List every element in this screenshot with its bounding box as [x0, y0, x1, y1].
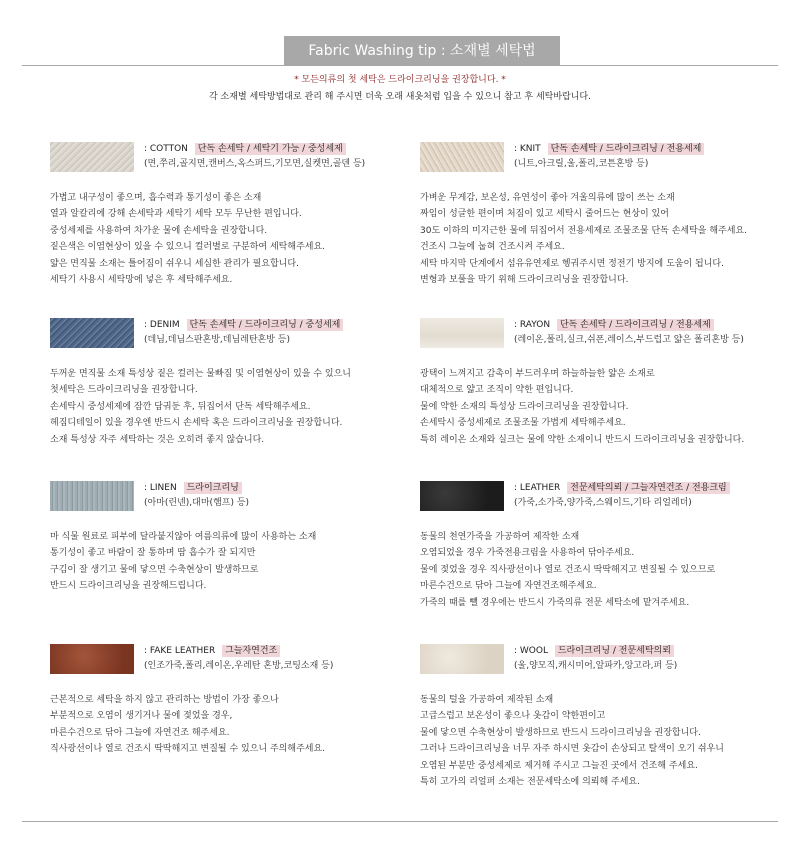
- desc-line: 고급스럽고 보온성이 좋으나 옷감이 약한편이고: [420, 711, 606, 722]
- desc-line: 건조시 그늘에 눕혀 건조시켜 주세요.: [420, 242, 565, 253]
- desc-line: 근본적으로 세탁을 하지 않고 관리하는 방법이 가장 좋으나: [50, 695, 279, 705]
- fabric-name: : DENIM: [144, 320, 180, 330]
- desc-line: 그러나 드라이크리닝을 너무 자주 하시면 옷감이 손상되고 탈색이 오기 쉬우니: [420, 744, 724, 755]
- fabric-materials: (레이온,폴리,실크,쉬폰,레이스,부드럽고 얇은 폴리혼방 등): [514, 335, 744, 345]
- desc-line: 헤짐디테일이 있을 경우엔 반드시 손세탁 혹은 드라이크리닝을 권장합니다.: [50, 418, 343, 429]
- fake-leather-swatch-image: [50, 644, 134, 674]
- care-tags: 단독 손세탁 / 세탁기 가능 / 중성세제: [195, 143, 346, 155]
- desc-line: 얇은 면직물 소재는 틀어짐이 쉬우니 세심한 관리가 필요합니다.: [50, 258, 299, 269]
- desc-line: 짜임이 성글한 편이며 처짐이 있고 세탁시 줄어드는 현상이 있어: [420, 209, 669, 220]
- care-tags: 단독 손세탁 / 드라이크리닝 / 중성세제: [187, 319, 344, 331]
- desc-line: 마 식물 원료로 피부에 달라붙지않아 여름의류에 많이 사용하는 소재: [50, 532, 317, 542]
- care-tags: 드라이크리닝 / 전문세탁의뢰: [555, 645, 674, 657]
- care-tags: 전문세탁의뢰 / 그늘자연건조 / 전용크림: [567, 482, 730, 494]
- fabric-materials: (가죽,소가죽,양가죽,스웨이드,기타 리얼레더): [514, 498, 692, 508]
- desc-line: 특히 고가의 리얼퍼 소재는 전문세탁소에 의뢰해 주세요.: [420, 777, 640, 788]
- desc-line: 열과 알칼리에 강해 손세탁과 세탁기 세탁 모두 무난한 편입니다.: [50, 209, 302, 220]
- desc-line: 반드시 드라이크리닝을 권장해드립니다.: [50, 581, 207, 592]
- care-description: [50, 190, 420, 288]
- knit-swatch-image: [420, 142, 504, 172]
- fabric-name: : LINEN: [144, 483, 177, 493]
- desc-line: 30도 이하의 미지근한 물에 뒤집어서 전용세제로 조물조물 단독 손세탁을 해주세요.: [420, 225, 747, 236]
- fabric-name: : LEATHER: [514, 483, 561, 493]
- fabric-name: : KNIT: [514, 144, 541, 154]
- fabric-materials: (니트,아크릴,울,폴리,코튼혼방 등): [514, 159, 649, 169]
- desc-line: 짙은색은 이염현상이 있을 수 있으니 컬러별로 구분하여 세탁해주세요.: [50, 242, 326, 253]
- first-wash-notice: * 모든의류의 첫 세탁은 드라이크리닝을 권장합니다. *: [294, 75, 506, 85]
- desc-line: 동물의 천연가죽을 가공하여 제작한 소재: [420, 532, 580, 542]
- desc-line: 중성세제를 사용하여 차가운 물에 손세탁을 권장합니다.: [50, 225, 268, 236]
- desc-line: 구김이 잘 생기고 물에 닿으면 수축현상이 발생하므로: [50, 564, 259, 575]
- care-description: [420, 692, 790, 790]
- desc-line: 통기성이 좋고 바람이 잘 통하며 땀 흡수가 잘 되지만: [50, 548, 256, 559]
- fabric-materials: (아마(린넨),대마(햄프) 등): [144, 498, 250, 508]
- desc-line: 변형과 보풀을 막기 위해 드라이크리닝을 권장합니다.: [420, 275, 629, 286]
- fabric-materials: (면,쭈리,골지면,캔버스,옥스퍼드,기모면,실켓면,골덴 등): [144, 159, 366, 169]
- care-description: [420, 190, 790, 288]
- desc-line: 대체적으로 얇고 조직이 약한 편입니다.: [420, 385, 574, 396]
- desc-line: 세탁 마지막 단계에서 섬유유연제로 헹궈주시면 정전기 방지에 도움이 됩니다.: [420, 258, 724, 269]
- desc-line: 오염된 부분만 중성세제로 제거해 주시고 그늘진 곳에서 건조해 주세요.: [420, 760, 698, 771]
- care-description: [50, 692, 420, 758]
- fabric-name: : FAKE LEATHER: [144, 646, 216, 656]
- desc-line: 손세탁시 중성세제에 잠깐 담궈둔 후, 뒤집어서 단독 세탁해주세요.: [50, 401, 311, 412]
- care-tags: 단독 손세탁 / 드라이크리닝 / 전용세제: [557, 319, 714, 331]
- fabric-name: : RAYON: [514, 320, 551, 330]
- leather-swatch-image: [420, 481, 504, 511]
- care-tags: 단독 손세탁 / 드라이크리닝 / 전용세제: [548, 143, 705, 155]
- bottom-divider: [22, 821, 778, 822]
- fabric-name: : COTTON: [144, 144, 188, 154]
- fabric-materials: (울,양모직,캐시미어,알파카,앙고라,퍼 등): [514, 661, 678, 671]
- desc-line: 직사광선이나 열로 건조시 딱딱해지고 변질될 수 있으니 주의해주세요.: [50, 744, 326, 755]
- care-tags: 그늘자연건조: [222, 645, 280, 657]
- care-description: [50, 366, 420, 448]
- cotton-swatch-image: [50, 142, 134, 172]
- care-tags: 드라이크리닝: [184, 482, 242, 494]
- desc-line: 물에 젖었을 경우 직사광선이나 열로 건조시 딱딱해지고 변질될 수 있으므로: [420, 564, 716, 575]
- rayon-swatch-image: [420, 318, 504, 348]
- care-description: [420, 366, 790, 448]
- desc-line: 가죽의 때를 뺄 경우에는 반드시 가죽의류 전문 세탁소에 맡겨주세요.: [420, 597, 690, 608]
- linen-swatch-image: [50, 481, 134, 511]
- desc-line: 특히 레이온 소재와 실크는 물에 약한 소재이니 반드시 드라이크리닝을 권장합니다.: [420, 434, 745, 445]
- desc-line: 마른수건으로 닦아 그늘에 자연건조해주세요.: [420, 581, 597, 592]
- fabric-materials: (인조가죽,폴리,레이온,우레탄 혼방,코팅소재 등): [144, 661, 334, 671]
- care-description: [420, 529, 790, 611]
- desc-line: 물에 닿으면 수축현상이 발생하므로 반드시 드라이크리닝을 권장합니다.: [420, 727, 701, 738]
- desc-line: 오염되었을 경우 가죽전용크림을 사용하여 닦아주세요.: [420, 548, 635, 559]
- desc-line: 동물의 털을 가공하여 제작된 소재: [420, 695, 554, 705]
- desc-line: 두꺼운 면직물 소재 특성상 짙은 컬러는 물빠짐 및 이염현상이 있을 수 있으니: [50, 369, 351, 379]
- desc-line: 부분적으로 오염이 생기거나 물에 젖었을 경우,: [50, 711, 233, 722]
- desc-line: 첫세탁은 드라이크리닝을 권장합니다.: [50, 385, 198, 396]
- desc-line: 가벼운 무게감, 보온성, 유연성이 좋아 겨울의류에 많이 쓰는 소재: [420, 193, 675, 203]
- desc-line: 소재 특성상 자주 세탁하는 것은 오히려 좋지 않습니다.: [50, 434, 265, 445]
- desc-line: 손세탁시 중성세제로 조물조물 가볍게 세탁해주세요.: [420, 418, 626, 429]
- page-title: Fabric Washing tip : 소재별 세탁법: [284, 36, 560, 66]
- header-divider: [22, 65, 778, 66]
- wool-swatch-image: [420, 644, 504, 674]
- care-description: [50, 529, 420, 595]
- intro-text: 각 소재별 세탁방법대로 관리 해 주시면 더욱 오래 새옷처럼 입을 수 있으니 참고 후 세탁바랍니다.: [209, 92, 591, 102]
- desc-line: 물에 약한 소재의 특성상 드라이크리닝을 권장합니다.: [420, 401, 629, 412]
- desc-line: 마른수건으로 닦아 그늘에 자연건조 해주세요.: [50, 727, 230, 738]
- desc-line: 세탁기 사용시 세탁망에 넣은 후 세탁해주세요.: [50, 275, 233, 286]
- desc-line: 광택이 느껴지고 감촉이 부드러우며 하늘하늘한 얇은 소재로: [420, 369, 655, 379]
- header-band: [22, 36, 778, 66]
- desc-line: 가볍고 내구성이 좋으며, 흡수력과 통기성이 좋은 소재: [50, 193, 262, 203]
- denim-swatch-image: [50, 318, 134, 348]
- fabric-name: : WOOL: [514, 646, 548, 656]
- fabric-materials: (데님,데님스판혼방,데님레탄혼방 등): [144, 335, 291, 345]
